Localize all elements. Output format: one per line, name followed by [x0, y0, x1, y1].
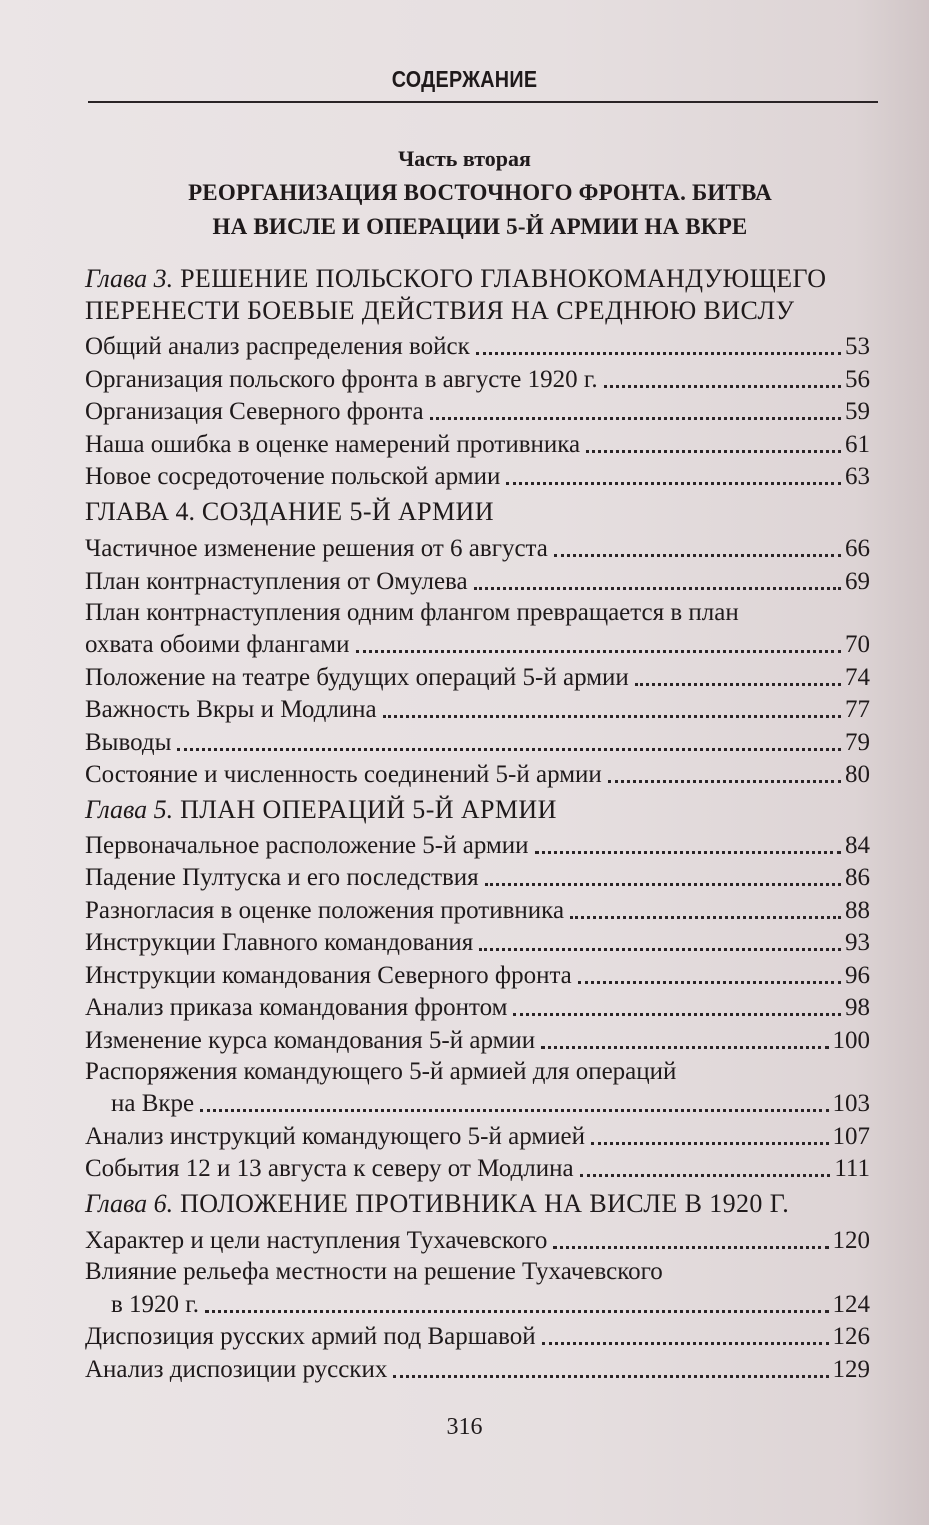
toc-entry[interactable] — [85, 1121, 870, 1152]
page-number: 93 — [845, 929, 870, 956]
toc-entry[interactable] — [85, 1025, 870, 1056]
leader-dots — [553, 1246, 828, 1249]
page-number: 86 — [845, 864, 870, 891]
page-number: 70 — [845, 631, 870, 658]
toc-entry[interactable] — [85, 830, 870, 861]
page-number: 63 — [845, 463, 870, 490]
page-number: 77 — [845, 696, 870, 723]
entry-title: Анализ приказа командования фронтом — [85, 994, 508, 1021]
entry-title: Наша ошибка в оценке намерений противника — [85, 431, 581, 458]
entry-title: Новое сосредоточение польской армии — [85, 463, 501, 490]
leader-dots — [485, 883, 841, 886]
entry-title: Анализ диспозиции русских — [85, 1356, 388, 1383]
toc-entry[interactable] — [85, 662, 870, 693]
chapter-heading — [85, 1188, 845, 1220]
page-number: 88 — [845, 897, 870, 924]
entry-title: Частичное изменение решения от 6 августа — [85, 535, 548, 562]
leader-dots — [554, 554, 841, 557]
entry-title-line: Распоряжения командующего 5-й армией для операций — [85, 1058, 677, 1085]
toc-entry[interactable] — [85, 364, 870, 395]
part-label: Часть вторая — [398, 146, 531, 171]
toc-entry[interactable] — [85, 429, 870, 460]
toc-entry[interactable] — [85, 1354, 870, 1385]
page-number: 84 — [845, 832, 870, 859]
toc-entry[interactable] — [85, 396, 870, 427]
part-title-line: НА ВИСЛЕ И ОПЕРАЦИИ 5-Й АРМИИ НА ВКРЕ — [212, 214, 748, 239]
entry-title: План контрнаступления от Омулева — [85, 568, 468, 595]
leader-dots — [430, 417, 841, 420]
leader-dots — [393, 1375, 828, 1378]
entry-title: Изменение курса командования 5-й армии — [85, 1027, 536, 1054]
toc-entry[interactable] — [85, 1088, 870, 1119]
leader-dots — [506, 482, 841, 485]
page-number: 111 — [834, 1155, 870, 1182]
toc-entry[interactable] — [85, 759, 870, 790]
leader-dots — [578, 981, 841, 984]
toc-entry[interactable] — [85, 566, 870, 597]
page-number: 107 — [832, 1123, 870, 1150]
leader-dots — [479, 948, 841, 951]
entry-title: События 12 и 13 августа к северу от Модлина — [85, 1155, 574, 1182]
leader-dots — [177, 748, 841, 751]
page-number: 66 — [845, 535, 870, 562]
part-title-line: РЕОРГАНИЗАЦИЯ ВОСТОЧНОГО ФРОНТА. БИТВА — [188, 180, 772, 205]
toc-entry[interactable] — [85, 533, 870, 564]
entry-title: Разногласия в оценке положения противника — [85, 897, 565, 924]
toc-entry[interactable] — [85, 992, 870, 1023]
entry-title: Диспозиция русских армий под Варшавой — [85, 1323, 536, 1350]
leader-dots — [356, 650, 841, 653]
toc-entry[interactable] — [85, 629, 870, 660]
entry-title: Характер и цели наступления Тухачевского — [85, 1227, 548, 1254]
leader-dots — [205, 1310, 829, 1313]
page-number: 80 — [845, 761, 870, 788]
toc-entry[interactable] — [85, 895, 870, 926]
chapter-label: Глава 3. — [85, 264, 174, 293]
entry-title: Общий анализ распределения войск — [85, 333, 470, 360]
entry-title: Организация Северного фронта — [85, 398, 424, 425]
chapter-title: ПЛАН ОПЕРАЦИЙ 5-Й АРМИИ — [173, 795, 557, 824]
chapter-title: СОЗДАНИЕ 5-Й АРМИИ — [194, 497, 494, 526]
leader-dots — [635, 683, 841, 686]
page-number: 124 — [832, 1291, 870, 1318]
page-number-footer: 316 — [446, 1414, 483, 1440]
entry-title: охвата обоими флангами — [85, 631, 350, 658]
page-number: 56 — [845, 366, 870, 393]
entry-title: Организация польского фронта в августе 1920 г. — [85, 366, 598, 393]
toc-entry[interactable] — [85, 727, 870, 758]
toc-entry[interactable] — [85, 960, 870, 991]
leader-dots — [580, 1174, 831, 1177]
leader-dots — [608, 780, 841, 783]
running-head: СОДЕРЖАНИЕ — [391, 66, 538, 92]
entry-title: Положение на театре будущих операций 5-й армии — [85, 664, 629, 691]
entry-title: Падение Пултуска и его последствия — [85, 864, 479, 891]
entry-title: на Вкре — [111, 1090, 195, 1117]
page-number: 69 — [845, 568, 870, 595]
toc-entry[interactable] — [85, 927, 870, 958]
chapter-heading — [85, 794, 845, 826]
leader-dots — [570, 916, 841, 919]
chapter-label: ГЛАВА 4. — [85, 497, 195, 526]
page-number: 79 — [845, 729, 870, 756]
part-title — [120, 176, 840, 244]
header-rule — [88, 101, 878, 103]
toc-entry[interactable] — [85, 1321, 870, 1352]
leader-dots — [541, 1046, 828, 1049]
page-number: 74 — [845, 664, 870, 691]
chapter-title: РЕШЕНИЕ ПОЛЬСКОГО ГЛАВНОКОМАНДУЮЩЕГО — [173, 264, 827, 293]
page-number: 100 — [832, 1027, 870, 1054]
entry-title-line: План контрнаступления одним флангом превращается в план — [85, 599, 739, 626]
toc-entry[interactable] — [85, 461, 870, 492]
entry-title-line: Влияние рельефа местности на решение Тухачевского — [85, 1258, 663, 1285]
entry-title: Инструкции Главного командования — [85, 929, 474, 956]
entry-title: Важность Вкры и Модлина — [85, 696, 377, 723]
page-number: 129 — [832, 1356, 870, 1383]
leader-dots — [383, 715, 841, 718]
page-number: 59 — [845, 398, 870, 425]
toc-entry[interactable] — [85, 1225, 870, 1256]
leader-dots — [535, 851, 841, 854]
chapter-heading — [85, 496, 845, 528]
toc-entry[interactable] — [85, 1153, 870, 1184]
page-number: 98 — [845, 994, 870, 1021]
leader-dots — [604, 385, 841, 388]
toc-entry[interactable] — [85, 694, 870, 725]
toc-entry[interactable] — [85, 1289, 870, 1320]
leader-dots — [513, 1013, 841, 1016]
entry-title: Выводы — [85, 729, 172, 756]
page-number: 96 — [845, 962, 870, 989]
page-number: 61 — [845, 431, 870, 458]
leader-dots — [476, 352, 841, 355]
entry-title: Инструкции командования Северного фронта — [85, 962, 572, 989]
page-number: 53 — [845, 333, 870, 360]
toc-entry[interactable] — [85, 862, 870, 893]
toc-entry[interactable] — [85, 331, 870, 362]
leader-dots — [474, 587, 841, 590]
entry-title: Состояние и численность соединений 5-й армии — [85, 761, 602, 788]
page-number: 126 — [832, 1323, 870, 1350]
chapter-label: Глава 6. — [85, 1189, 174, 1218]
chapter-heading — [85, 263, 845, 327]
entry-title: Первоначальное расположение 5-й армии — [85, 832, 529, 859]
entry-title: Анализ инструкций командующего 5-й армией — [85, 1123, 586, 1150]
chapter-title: ПОЛОЖЕНИЕ ПРОТИВНИКА НА ВИСЛЕ В 1920 Г. — [173, 1189, 790, 1218]
page-number: 103 — [832, 1090, 870, 1117]
leader-dots — [591, 1142, 828, 1145]
chapter-label: Глава 5. — [85, 795, 174, 824]
leader-dots — [200, 1109, 828, 1112]
chapter-title: ПЕРЕНЕСТИ БОЕВЫЕ ДЕЙСТВИЯ НА СРЕДНЮЮ ВИСЛУ — [85, 296, 795, 325]
leader-dots — [586, 450, 841, 453]
leader-dots — [542, 1342, 829, 1345]
entry-title: в 1920 г. — [111, 1291, 199, 1318]
page-number: 120 — [832, 1227, 870, 1254]
